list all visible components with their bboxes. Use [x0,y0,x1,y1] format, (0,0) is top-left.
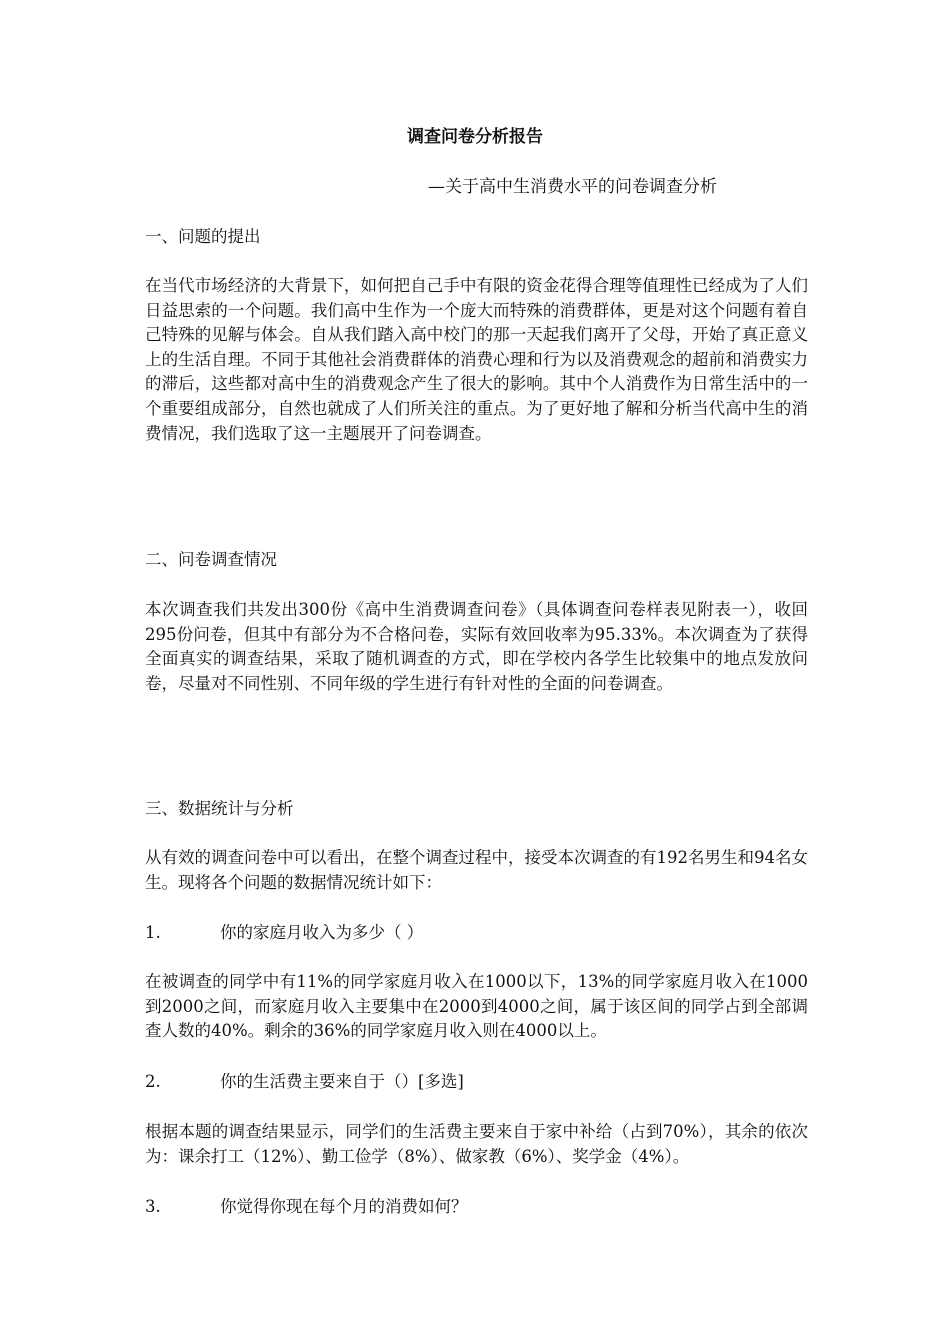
document-subtitle: —关于高中生消费水平的问卷调查分析 [428,177,717,197]
question-text: 你觉得你现在每个月的消费如何？ [220,1197,468,1216]
section-paragraph-2: 本次调查我们共发出300份《高中生消费调查问卷》（具体调查问卷样表见附表一），收回295份问卷，但其中有部分为不合格问卷，实际有效回收率为95.33%。本次调查为了获得全面真实的调查结果，采取了随机调查的方式，即在学校内各学生比较集中的地点发放问卷，尽量对不同性别、不同年级的学生进行有针对性的全面的问卷调查。 [145,600,808,693]
section-paragraph-3: 从有效的调查问卷中可以看出，在整个调查过程中，接受本次调查的有192名男生和94名女生。现将各个问题的数据情况统计如下： [145,848,808,892]
question-number: 3. [145,1197,161,1216]
question-number: 1. [145,923,161,942]
section-heading-1: 一、问题的提出 [145,227,261,246]
answer-2: 根据本题的调查结果显示，同学们的生活费主要来自于家中补给（占到70%），其余的依次为：课余打工（12%）、勤工俭学（8%）、做家教（6%）、奖学金（4%）。 [145,1122,808,1166]
answer-1: 在被调查的同学中有11%的同学家庭月收入在1000以下，13%的同学家庭月收入在1000到2000之间，而家庭月收入主要集中在2000到4000之间，属于该区间的同学占到全部调查人数的40%。剩余的36%的同学家庭月收入则在4000以上。 [145,972,808,1041]
question-2 [145,1070,464,1094]
section-paragraph-1: 在当代市场经济的大背景下，如何把自己手中有限的资金花得合理等值理性已经成为了人们日益思索的一个问题。我们高中生作为一个庞大而特殊的消费群体，更是对这个问题有着自己特殊的见解与体会。自从我们踏入高中校门的那一天起我们离开了父母，开始了真正意义上的生活自理。不同于其他社会消费群体的消费心理和行为以及消费观念的超前和消费实力的滞后，这些都对高中生的消费观念产生了很大的影响。其中个人消费作为日常生活中的一个重要组成部分，自然也就成了人们所关注的重点。为了更好地了解和分析当代高中生的消费情况，我们选取了这一主题展开了问卷调查。 [145,276,808,443]
document-title: 调查问卷分析报告 [407,127,543,147]
question-number: 2. [145,1072,161,1091]
section-heading-3: 三、数据统计与分析 [145,799,294,818]
question-3 [145,1195,468,1219]
question-text: 你的生活费主要来自于（）[多选] [220,1072,464,1091]
section-heading-2: 二、问卷调查情况 [145,550,277,569]
question-text: 你的家庭月收入为多少（ ） [220,923,424,942]
question-1 [145,921,423,945]
